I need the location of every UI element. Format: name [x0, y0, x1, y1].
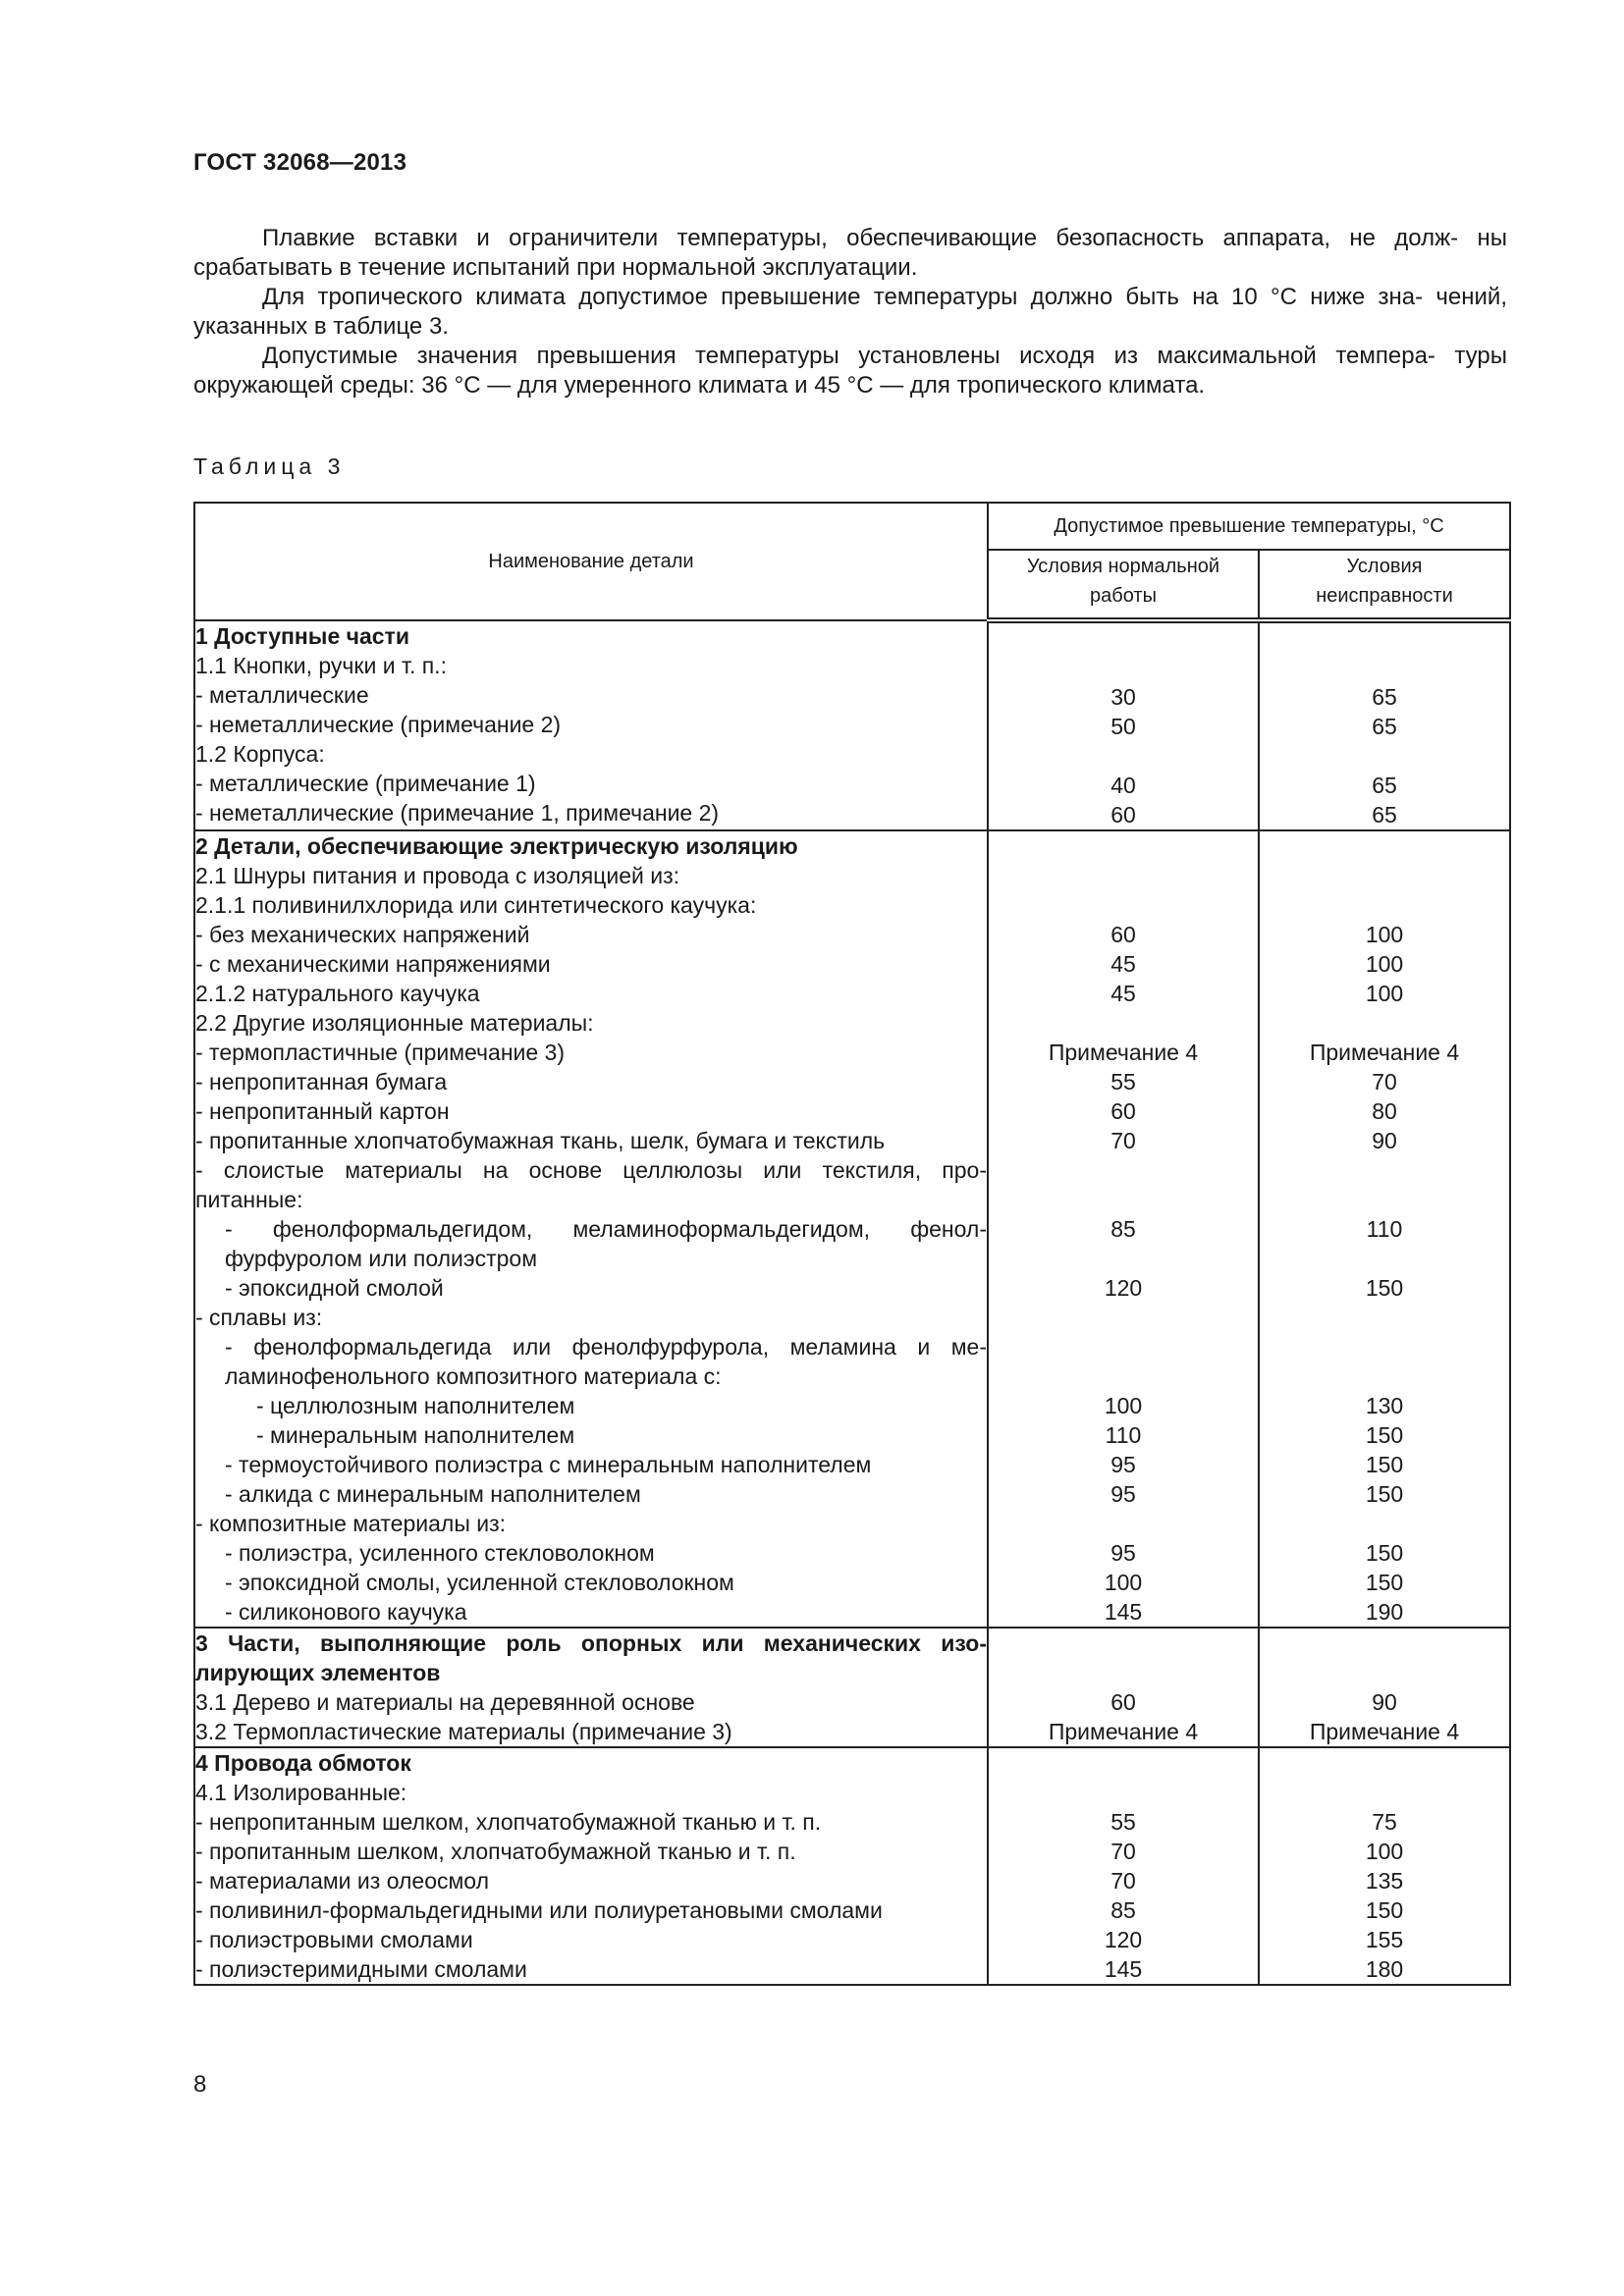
row-label: 2.2 Другие изоляционные материалы: [195, 1010, 594, 1036]
value-cell: 70 [1110, 1128, 1136, 1153]
document-header: ГОСТ 32068—2013 [193, 149, 407, 176]
row-label: - минеральным наполнителем [256, 1422, 575, 1448]
value-cell: 150 [1365, 1897, 1404, 1923]
value-cell: 150 [1365, 1570, 1404, 1595]
value-cell: 60 [1110, 922, 1136, 947]
row-label: ламинофенольного композитного материала с: [225, 1363, 722, 1389]
value-cell: Примечание 4 [1309, 1719, 1460, 1744]
value-cell: 145 [1104, 1599, 1143, 1625]
value-cell: 70 [1110, 1868, 1136, 1894]
value-cell: 150 [1365, 1422, 1404, 1448]
row-label: - сплавы из: [195, 1305, 323, 1330]
row-label: - пропитанные хлопчатобумажная ткань, шелк, бумага и текстиль [195, 1128, 886, 1153]
page-number: 8 [193, 2071, 207, 2098]
table-section-accessible-parts [194, 620, 1510, 830]
row-label: питанные: [195, 1187, 303, 1212]
section-title: 4 Провода обмоток [195, 1750, 411, 1776]
row-label: - эпоксидной смолой [225, 1275, 444, 1301]
paragraph-ambient [193, 342, 1507, 400]
row-label: - полиэстровыми смолами [195, 1927, 473, 1952]
value-cell: 150 [1365, 1452, 1404, 1477]
row-label: - эпоксидной смолы, усиленной стекловолокном [225, 1570, 734, 1595]
value-cell: 65 [1372, 773, 1397, 798]
value-cell: 30 [1110, 684, 1136, 710]
value-cell: 100 [1365, 981, 1404, 1006]
paragraph-line: Допустимые значения превышения температуры установлены исходя из максимальной темпера- [262, 343, 1435, 369]
value-cell: 65 [1372, 684, 1397, 710]
value-cell: 90 [1372, 1128, 1397, 1153]
row-label: - непропитанным шелком, хлопчатобумажной тканью и т. п. [195, 1809, 822, 1835]
value-cell: 60 [1110, 1098, 1136, 1124]
table-caption: Таблица 3 [193, 454, 346, 479]
section-title: 2 Детали, обеспечивающие электрическую изоляцию [195, 833, 798, 859]
temperature-rise-table [193, 502, 1511, 1986]
value-cell: 65 [1372, 802, 1397, 828]
value-cell: 150 [1365, 1481, 1404, 1507]
row-label: - силиконового каучука [225, 1599, 467, 1625]
row-label: - поливинил-формальдегидными или полиуретановыми смолами [195, 1897, 883, 1923]
value-cell: 55 [1110, 1809, 1136, 1835]
value-cell: 100 [1104, 1570, 1143, 1595]
row-label: 4.1 Изолированные: [195, 1780, 407, 1805]
row-label: 3.1 Дерево и материалы на деревянной основе [195, 1689, 695, 1715]
value-cell: 135 [1365, 1868, 1404, 1894]
value-cell: 50 [1110, 714, 1136, 739]
row-label: 2.1.2 натурального каучука [195, 981, 480, 1006]
value-cell: 100 [1104, 1393, 1143, 1418]
row-label: - полиэстра, усиленного стекловолокном [225, 1540, 655, 1566]
value-cell: 90 [1372, 1689, 1397, 1715]
value-cell: 130 [1365, 1393, 1404, 1418]
intro-paragraphs [193, 224, 1507, 400]
section-title: лирующих элементов [195, 1660, 441, 1685]
part-names [194, 620, 988, 830]
row-label: - целлюлозным наполнителем [256, 1393, 575, 1418]
value-cell: Примечание 4 [1048, 1719, 1199, 1744]
row-label: - полиэстеримидными смолами [195, 1956, 527, 1982]
value-cell: 80 [1372, 1098, 1397, 1124]
row-label: 2.1 Шнуры питания и провода с изоляцией из: [195, 863, 680, 888]
part-names [194, 1628, 988, 1747]
value-cell: 110 [1105, 1422, 1142, 1448]
value-cell: 155 [1365, 1927, 1404, 1952]
normal-values [988, 1747, 1259, 1985]
value-cell: 85 [1110, 1897, 1136, 1923]
row-label: - без механических напряжений [195, 922, 530, 947]
row-label: - слоистые материалы на основе целлюлозы или текстиля, про- [195, 1157, 987, 1183]
value-cell: 70 [1372, 1069, 1397, 1095]
value-cell: 150 [1365, 1540, 1404, 1566]
row-label: фурфуролом или полиэстром [225, 1246, 538, 1271]
part-names [194, 1747, 988, 1985]
paragraph-line: чений, указанных в таблице 3. [193, 284, 1507, 340]
value-cell: 55 [1110, 1069, 1136, 1095]
header-part-name: Наименование детали [194, 503, 988, 620]
paragraph-tropical [193, 283, 1507, 342]
value-cell: 60 [1110, 802, 1136, 828]
row-label: - металлические [195, 682, 369, 708]
value-cell: 45 [1110, 981, 1136, 1006]
value-cell: 45 [1110, 951, 1136, 977]
row-label: - непропитанная бумага [195, 1069, 448, 1095]
row-label: - с механическими напряжениями [195, 951, 551, 977]
row-label: 1.1 Кнопки, ручки и т. п.: [195, 653, 447, 678]
section-title: 1 Доступные части [195, 623, 409, 649]
row-label: - материалами из олеосмол [195, 1868, 489, 1894]
row-label: - фенолформальдегидом, меламиноформальдегидом, фенол- [225, 1216, 987, 1242]
value-cell: 60 [1110, 1689, 1136, 1715]
row-label: - термопластичные (примечание 3) [195, 1040, 566, 1065]
table-section-winding-wires [194, 1747, 1510, 1985]
part-names [194, 830, 988, 1628]
row-label: - термоустойчивого полиэстра с минеральным наполнителем [225, 1452, 872, 1477]
value-cell: 95 [1110, 1452, 1136, 1477]
value-cell: 95 [1110, 1540, 1136, 1566]
value-cell: 145 [1104, 1956, 1143, 1982]
value-cell: 120 [1104, 1275, 1143, 1301]
value-cell: 150 [1365, 1275, 1404, 1301]
paragraph-line: Плавкие вставки и ограничители температуры, обеспечивающие безопасность аппарата, не долж- [262, 225, 1459, 251]
row-label: 2.1.1 поливинилхлорида или синтетического каучука: [195, 892, 757, 918]
value-cell: 40 [1110, 773, 1136, 798]
value-cell: 110 [1366, 1216, 1403, 1242]
section-title: 3 Части, выполняющие роль опорных или механических изо- [195, 1630, 987, 1656]
value-cell: 95 [1110, 1481, 1136, 1507]
row-label: - металлические (примечание 1) [195, 771, 536, 796]
paragraph-line: Для тропического климата допустимое превышение температуры должно быть на 10 °С ниже зна- [262, 284, 1424, 310]
row-label: - пропитанным шелком, хлопчатобумажной тканью и т. п. [195, 1839, 796, 1864]
fault-values [1259, 620, 1510, 830]
paragraph-line: туры окружающей среды: 36 °С — для умеренного климата и 45 °С — для тропического климата. [193, 343, 1507, 399]
paragraph-line: ны срабатывать в течение испытаний при нормальной эксплуатации. [193, 225, 1508, 281]
value-cell: 100 [1365, 922, 1404, 947]
table-section-support-parts [194, 1628, 1510, 1747]
value-cell: 100 [1365, 1839, 1404, 1864]
row-label: 3.2 Термопластические материалы (примечание 3) [195, 1719, 732, 1744]
row-label: - неметаллические (примечание 1, примечание 2) [195, 800, 720, 826]
header-temperature-rise: Допустимое превышение температуры, °С [988, 503, 1510, 550]
row-label: - непропитанный картон [195, 1098, 450, 1124]
normal-values [988, 620, 1259, 830]
value-cell: 120 [1104, 1927, 1143, 1952]
table-section-electrical-insulation [194, 830, 1510, 1628]
value-cell: 65 [1372, 714, 1397, 739]
value-cell: 85 [1110, 1216, 1136, 1242]
row-label: - фенолформальдегида или фенолфурфурола, меламина и ме- [225, 1334, 987, 1360]
fault-values [1259, 830, 1510, 1628]
row-label: - композитные материалы из: [195, 1511, 507, 1536]
value-cell: 100 [1365, 951, 1404, 977]
value-cell: 190 [1365, 1599, 1404, 1625]
row-label: - алкида с минеральным наполнителем [225, 1481, 641, 1507]
header-fault-conditions: Условия неисправности [1259, 550, 1510, 620]
fault-values [1259, 1747, 1510, 1985]
header-normal-conditions: Условия нормальной работы [988, 550, 1259, 620]
value-cell: 75 [1372, 1809, 1397, 1835]
value-cell: Примечание 4 [1048, 1040, 1199, 1065]
paragraph-fuses [193, 224, 1507, 283]
normal-values [988, 1628, 1259, 1747]
value-cell: Примечание 4 [1309, 1040, 1460, 1065]
normal-values [988, 830, 1259, 1628]
value-cell: 70 [1110, 1839, 1136, 1864]
value-cell: 180 [1365, 1956, 1404, 1982]
row-label: 1.2 Корпуса: [195, 741, 325, 767]
row-label: - неметаллические (примечание 2) [195, 712, 562, 737]
fault-values [1259, 1628, 1510, 1747]
